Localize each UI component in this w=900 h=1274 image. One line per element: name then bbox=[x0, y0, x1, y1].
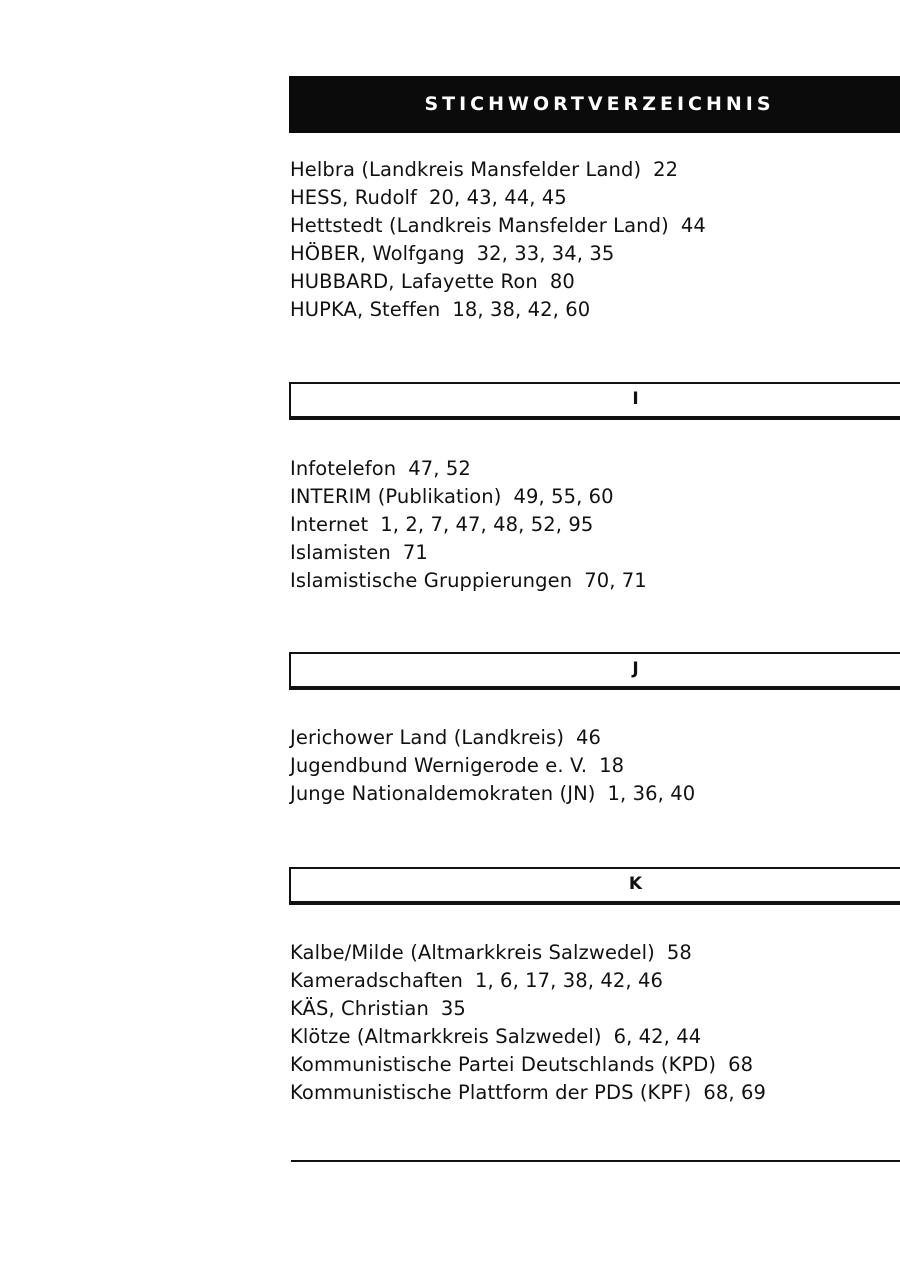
index-entry bbox=[290, 995, 766, 1023]
index-term: Jerichower Land (Landkreis) bbox=[290, 726, 565, 749]
letter-heading-j bbox=[289, 652, 900, 690]
index-pages: 1, 6, 17, 38, 42, 46 bbox=[474, 969, 664, 992]
section-letter: I bbox=[632, 389, 639, 409]
index-pages: 47, 52 bbox=[408, 457, 471, 480]
index-entry bbox=[290, 1051, 766, 1079]
index-entry bbox=[290, 511, 647, 539]
index-entry bbox=[290, 212, 706, 240]
index-term: Infotelefon bbox=[290, 457, 397, 480]
index-term: HESS, Rudolf bbox=[290, 186, 417, 209]
index-pages: 1, 36, 40 bbox=[607, 782, 696, 805]
index-header bbox=[289, 76, 900, 133]
index-pages: 80 bbox=[549, 270, 575, 293]
letter-heading-i bbox=[289, 382, 900, 420]
index-pages: 44 bbox=[680, 214, 706, 237]
index-entry bbox=[290, 567, 647, 595]
section-letter: K bbox=[628, 874, 643, 894]
index-term: Kommunistische Plattform der PDS (KPF) bbox=[290, 1081, 692, 1104]
index-term: Hettstedt (Landkreis Mansfelder Land) bbox=[290, 214, 669, 237]
index-entry bbox=[290, 939, 766, 967]
index-term: Islamisten bbox=[290, 541, 391, 564]
index-entry bbox=[290, 967, 766, 995]
index-pages: 22 bbox=[653, 158, 679, 181]
index-term: Internet bbox=[290, 513, 369, 536]
index-pages: 18 bbox=[599, 754, 625, 777]
index-term: HÖBER, Wolfgang bbox=[290, 242, 465, 265]
index-pages: 18, 38, 42, 60 bbox=[452, 298, 591, 321]
index-term: Kommunistische Partei Deutschlands (KPD) bbox=[290, 1053, 717, 1076]
index-term: Klötze (Altmarkkreis Salzwedel) bbox=[290, 1025, 602, 1048]
index-entry bbox=[290, 184, 706, 212]
index-pages: 35 bbox=[440, 997, 466, 1020]
index-section-k bbox=[290, 939, 766, 1107]
index-section-j bbox=[290, 724, 695, 808]
index-pages: 68 bbox=[728, 1053, 754, 1076]
index-term: HUBBARD, Lafayette Ron bbox=[290, 270, 538, 293]
letter-heading-k bbox=[289, 867, 900, 905]
index-entry bbox=[290, 1079, 766, 1107]
index-term: Kalbe/Milde (Altmarkkreis Salzwedel) bbox=[290, 941, 655, 964]
index-pages: 68, 69 bbox=[703, 1081, 766, 1104]
index-term: INTERIM (Publikation) bbox=[290, 485, 502, 508]
index-pages: 1, 2, 7, 47, 48, 52, 95 bbox=[380, 513, 594, 536]
index-term: Kameradschaften bbox=[290, 969, 463, 992]
index-pages: 6, 42, 44 bbox=[613, 1025, 702, 1048]
index-entry bbox=[290, 455, 647, 483]
index-term: Jugendbund Wernigerode e. V. bbox=[290, 754, 588, 777]
index-pages: 58 bbox=[666, 941, 692, 964]
index-pages: 70, 71 bbox=[584, 569, 647, 592]
index-pages: 32, 33, 34, 35 bbox=[476, 242, 615, 265]
index-term: KÄS, Christian bbox=[290, 997, 429, 1020]
page-title: STICHWORTVERZEICHNIS bbox=[424, 93, 775, 115]
index-pages: 49, 55, 60 bbox=[513, 485, 614, 508]
index-entry bbox=[290, 539, 647, 567]
index-entry bbox=[290, 240, 706, 268]
index-entry bbox=[290, 780, 695, 808]
index-entry bbox=[290, 483, 647, 511]
section-letter: J bbox=[632, 659, 639, 679]
index-pages: 46 bbox=[576, 726, 602, 749]
index-entry bbox=[290, 296, 706, 324]
index-term: Helbra (Landkreis Mansfelder Land) bbox=[290, 158, 642, 181]
index-term: HUPKA, Steffen bbox=[290, 298, 441, 321]
index-entry bbox=[290, 1023, 766, 1051]
index-term: Islamistische Gruppierungen bbox=[290, 569, 573, 592]
index-entry bbox=[290, 156, 706, 184]
index-pages: 20, 43, 44, 45 bbox=[428, 186, 567, 209]
index-entry bbox=[290, 752, 695, 780]
index-section-h bbox=[290, 156, 706, 324]
index-section-i bbox=[290, 455, 647, 595]
index-entry bbox=[290, 268, 706, 296]
index-term: Junge Nationaldemokraten (JN) bbox=[290, 782, 596, 805]
index-pages: 71 bbox=[402, 541, 428, 564]
bottom-divider bbox=[291, 1160, 900, 1162]
index-entry bbox=[290, 724, 695, 752]
